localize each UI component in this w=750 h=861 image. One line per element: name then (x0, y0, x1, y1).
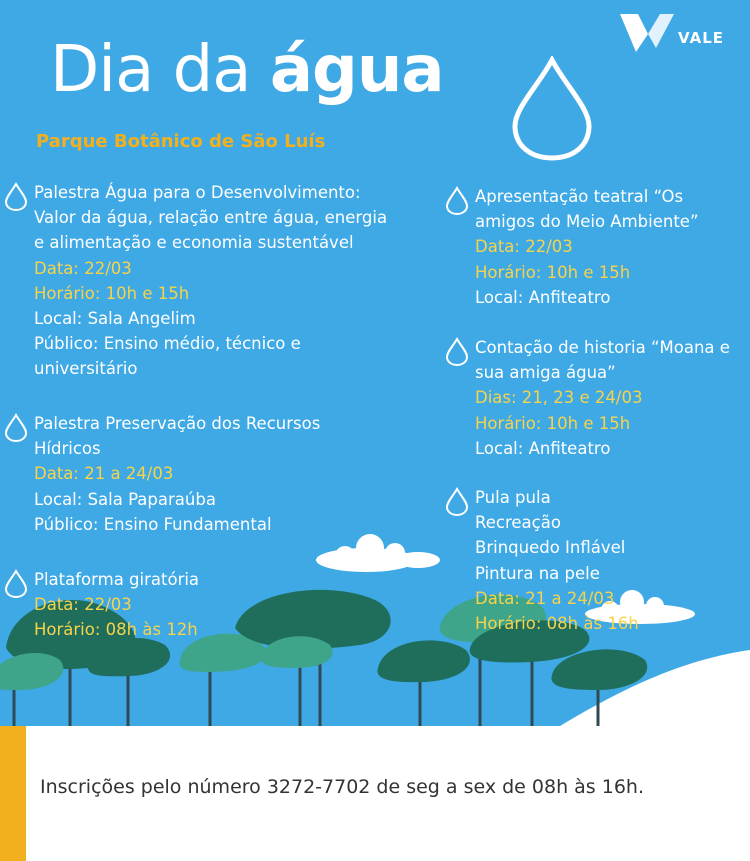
event-line: Local: Anfiteatro (475, 287, 611, 307)
event-date: Data: 21 a 24/03 (34, 464, 174, 484)
water-drop-icon (4, 182, 28, 212)
event-line: universitário (34, 359, 138, 379)
event-time: Horário: 08h às 12h (34, 620, 198, 640)
cloud-left (316, 534, 440, 572)
registration-info: Inscrições pelo número 3272-7702 de seg a sex de 08h às 16h. (40, 776, 645, 798)
vale-logo-text: VALE (678, 29, 725, 47)
event-palestra-preservacao (34, 411, 320, 537)
event-line: Público: Ensino médio, técnico e (34, 334, 301, 354)
event-line: Público: Ensino Fundamental (34, 514, 272, 534)
event-line: Contação de historia “Moana e (475, 338, 730, 357)
footer-accent-bar (0, 726, 26, 861)
event-line: Palestra Preservação dos Recursos (34, 414, 321, 433)
event-pula-pula (475, 485, 639, 636)
water-drop-icon (445, 487, 469, 517)
event-line: Hídricos (34, 439, 101, 459)
title-regular: Dia da (50, 33, 270, 107)
event-apresentacao-teatral (475, 184, 699, 310)
event-line: Pintura na pele (475, 563, 600, 583)
event-time: Horário: 10h e 15h (34, 283, 190, 303)
event-palestra-agua (34, 180, 387, 382)
water-drop-icon (445, 186, 469, 216)
event-line: Local: Sala Angelim (34, 309, 196, 329)
page-title (50, 30, 444, 110)
event-line: Brinquedo Inflável (475, 538, 626, 558)
event-line: amigos do Meio Ambiente” (475, 212, 699, 232)
event-date: Dias: 21, 23 e 24/03 (475, 388, 643, 408)
event-date: Data: 21 a 24/03 (475, 588, 615, 608)
vale-logo (618, 12, 738, 54)
event-line: Palestra Água para o Desenvolvimento: (34, 183, 361, 202)
event-line: Local: Anfiteatro (475, 438, 611, 458)
event-line: Plataforma giratória (34, 570, 200, 589)
event-time: Horário: 10h e 15h (475, 262, 631, 282)
water-drop-icon (445, 337, 469, 367)
event-date: Data: 22/03 (475, 237, 573, 257)
event-line: sua amiga água” (475, 363, 616, 383)
event-line: Local: Sala Paparaúba (34, 489, 216, 509)
event-line: Pula pula (475, 488, 551, 507)
water-drop-icon (4, 413, 28, 443)
event-line: Apresentação teatral “Os (475, 187, 684, 206)
water-drop-icon (511, 56, 593, 162)
location-subtitle: Parque Botânico de São Luís (36, 131, 326, 152)
event-date: Data: 22/03 (34, 258, 132, 278)
event-line: e alimentação e economia sustentável (34, 233, 354, 253)
water-drop-icon (4, 569, 28, 599)
event-plataforma (34, 567, 199, 643)
title-bold: água (269, 33, 444, 107)
event-date: Data: 22/03 (34, 595, 132, 615)
event-time: Horário: 08h às 16h (475, 614, 639, 634)
event-contacao-historia (475, 335, 730, 461)
footer (0, 726, 750, 861)
event-line: Valor da água, relação entre água, energia (34, 208, 388, 228)
event-line: Recreação (475, 513, 561, 533)
event-time: Horário: 10h e 15h (475, 413, 631, 433)
